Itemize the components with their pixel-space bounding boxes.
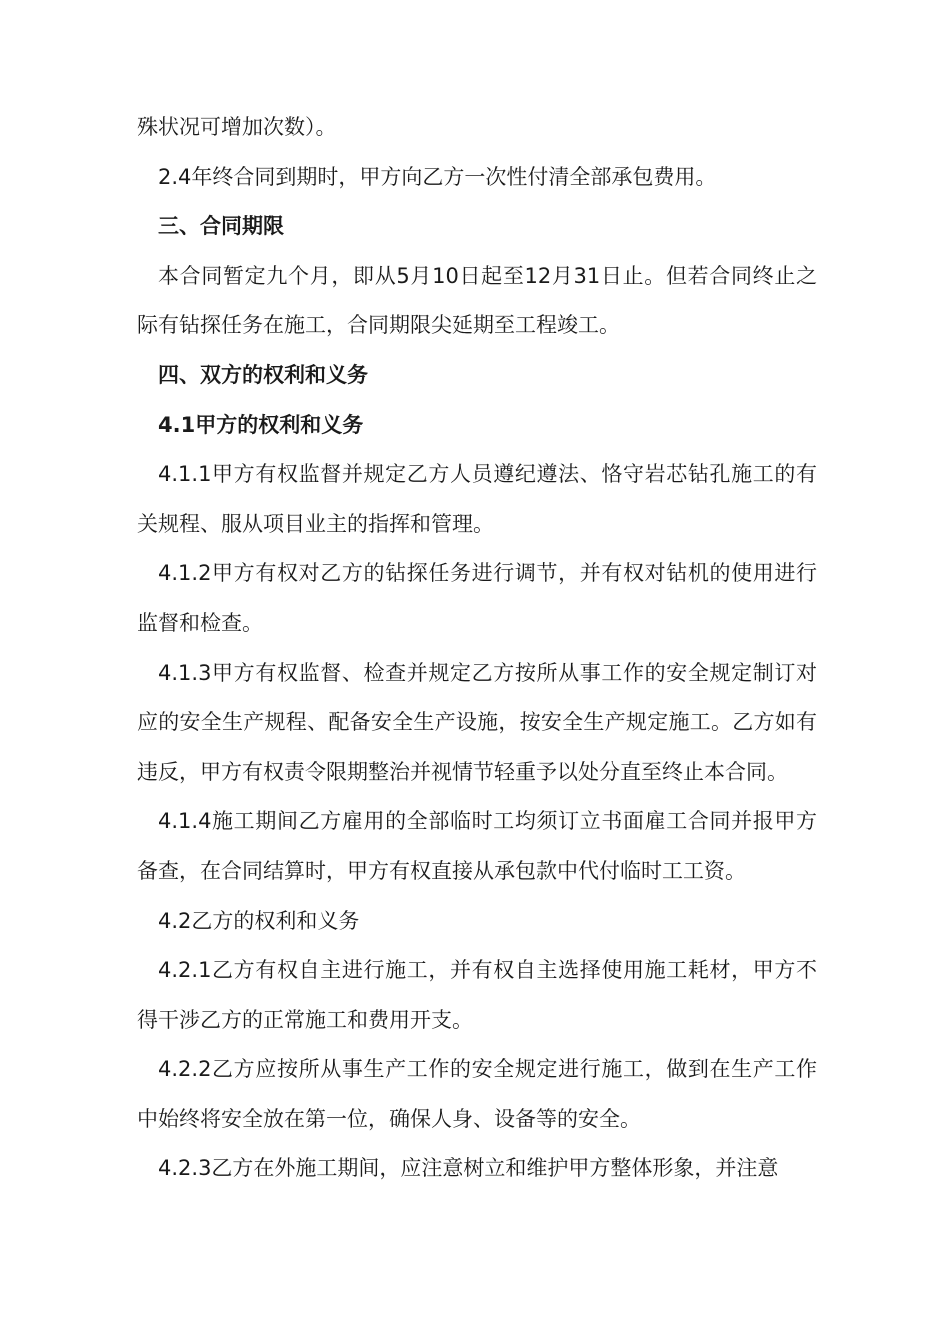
paragraph: 4.1.3甲方有权监督、检查并规定乙方按所从事工作的安全规定制订对应的安全生产规程、配备安全生产设施，按安全生产规定施工。乙方如有违反，甲方有权责令限期整治并视情节轻重予以处分直至终止本合同。 xyxy=(137,660,817,784)
subsection-heading: 4.2乙方的权利和义务 xyxy=(158,908,360,933)
paragraph: 2.4年终合同到期时，甲方向乙方一次性付清全部承包费用。 xyxy=(158,164,717,189)
paragraph: 4.2.2乙方应按所从事生产工作的安全规定进行施工，做到在生产工作中始终将安全放在第一位，确保人身、设备等的安全。 xyxy=(137,1057,817,1131)
paragraph: 殊状况可增加次数）。 xyxy=(137,115,337,139)
paragraph: 4.2.1乙方有权自主进行施工，并有权自主选择使用施工耗材，甲方不得干涉乙方的正常施工和费用开支。 xyxy=(137,958,817,1032)
paragraph: 4.1.1甲方有权监督并规定乙方人员遵纪遵法、恪守岩芯钻孔施工的有关规程、服从项目业主的指挥和管理。 xyxy=(137,462,817,536)
paragraph: 4.1.2甲方有权对乙方的钻探任务进行调节，并有权对钻机的使用进行监督和检查。 xyxy=(137,561,817,635)
paragraph: 本合同暂定九个月，即从5月10日起至12月31日止。但若合同终止之际有钻探任务在施工，合同期限尖延期至工程竣工。 xyxy=(137,263,817,338)
section-heading: 三、合同期限 xyxy=(158,214,284,239)
section-heading: 四、双方的权利和义务 xyxy=(158,362,368,387)
paragraph: 4.2.3乙方在外施工期间，应注意树立和维护甲方整体形象，并注意 xyxy=(158,1156,779,1181)
subsection-heading: 4.1甲方的权利和义务 xyxy=(158,412,364,437)
paragraph: 4.1.4施工期间乙方雇用的全部临时工均须订立书面雇工合同并报甲方备查，在合同结算时，甲方有权直接从承包款中代付临时工工资。 xyxy=(137,809,817,883)
document-body xyxy=(137,103,817,1194)
